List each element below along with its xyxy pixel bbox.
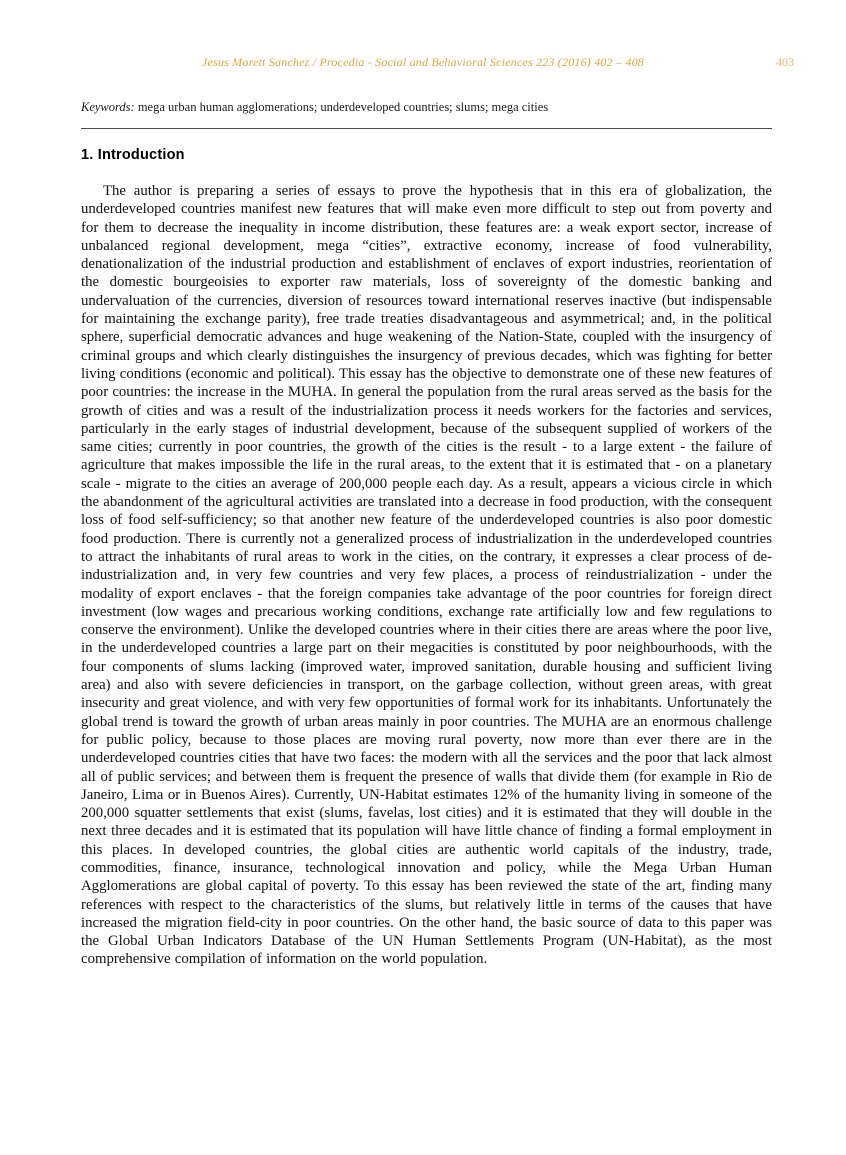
keywords-line (81, 100, 772, 115)
introduction-body (81, 182, 772, 969)
page-number: 403 (776, 55, 794, 69)
running-head (0, 55, 846, 71)
section-heading-introduction: 1. Introduction (81, 147, 185, 163)
journal-citation: Jesus Morett Sanchez / Procedia - Social and Behavioral Sciences 223 (2016) 402 – 408 (201, 55, 644, 69)
introduction-paragraph: The author is preparing a series of essays to prove the hypothesis that in this era of globalization, the underdeveloped countries manifest new features that will make even more difficult to step out from poverty and for them to decrease the inequality in income distribution, these features are: a weak export sector, increase of unbalanced regional development, mega “cities”, extractive economy, increase of food vulnerability, denationalization of the industrial production and establishment of enclaves of export industries, reorientation of the domestic bourgeoisies to exporter raw materials, loss of sovereignty of the domestic banking and undervaluation of the currencies, diversion of resources toward international reserves inactive (but indispensable for maintaining the exchange parity), free trade treaties disadvantageous and asymmetrical; and, in the political sphere, superficial democratic advances and huge weakening of the Nation-State, coupled with the insurgency of criminal groups and which clearly distinguishes the insurgency of previous decades, which was fighting for better living conditions (economic and political). This essay has the objective to demonstrate one of these new features of poor countries: the increase in the MUHA. In general the population from the rural areas served as the basis for the growth of cities and was a result of the industrialization process it needs workers for the factories and services, particularly in the early stages of industrial development, because of the subsequent supplied of workers of the same cities; currently in poor countries, the growth of the cities is the result - to a large extent - the failure of agriculture that makes impossible the life in the rural areas, to the extent that it is estimated that - on a planetary scale - migrate to the cities an average of 200,000 people each day. As a result, appears a vicious circle in which the abandonment of the agricultural activities are translated into a decrease in food production, with the consequent loss of food self-sufficiency; so that another new feature of the underdeveloped countries is also poor domestic food production. There is currently not a generalized process of industrialization in the underdeveloped countries to attract the inhabitants of rural areas to work in the cities, on the contrary, it expresses a clear process of de-industrialization and, in very few countries and very few places, a process of reindustrialization - under the modality of export enclaves - that the foreign companies take advantage of the poor countries for foreign direct investment (low wages and precarious working conditions, exchange rate artificially low and few regulations to conserve the environment). Unlike the developed countries where in their cities there are areas where the poor live, in the underdeveloped countries a large part on their megacities is constituted by poor neighbourhoods, with the four components of slums lacking (improved water, improved sanitation, durable housing and sufficient living area) and also with severe deficiencies in transport, on the garbage collection, without green areas, with great insecurity and great violence, and with very few opportunities of formal work for its inhabitants. Unfortunately the global trend is toward the growth of urban areas mainly in poor countries. The MUHA are an enormous challenge for public policy, because to those places are moving rural poverty, now more than ever there are in the underdeveloped countries cities that have two faces: the modern with all the services and the poor that lack almost all of public services; and between them is frequent the presence of walls that divide them (for example in Rio de Janeiro, Lima or in Buenos Aires). Currently, UN-Habitat estimates 12% of the humanity living in someone of the 200,000 squatter settlements that exist (slums, favelas, lost cities) and it is estimated that they will double in the next three decades and it is estimated that its population will have little chance of finding a formal employment in this places. In developed countries, the global cities are authentic world capitals of the industry, trade, commodities, finance, insurance, technological innovation and policy, while the Mega Urban Human Agglomerations are global capital of poverty. To this essay has been reviewed the state of the art, finding many references with respect to the characteristics of the slums, but relatively little in terms of the causes that have increased the migration field-city in poor countries. On the other hand, the basic source of data to this paper was the Global Urban Indicators Database of the UN Human Settlements Program (UN-Habitat), as the most comprehensive compilation of information on the world population. (81, 183, 772, 968)
keywords-text: mega urban human agglomerations; underdeveloped countries; slums; mega cities (137, 100, 549, 114)
header-divider (81, 128, 772, 129)
keywords-label: Keywords: (81, 100, 135, 114)
